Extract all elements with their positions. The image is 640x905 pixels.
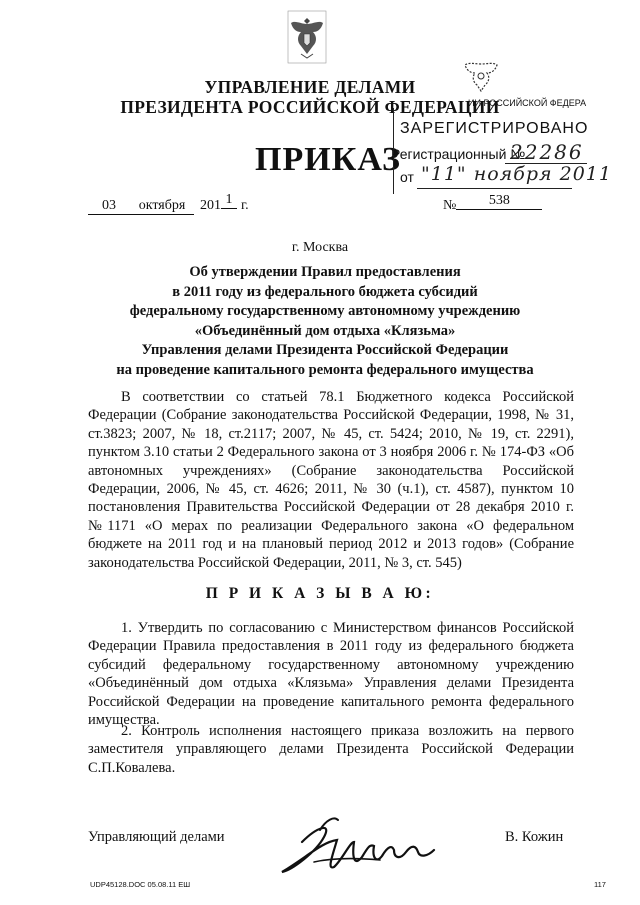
stamp-status: ЗАРЕГИСТРИРОВАНО [400, 120, 589, 137]
order-year-suffix: 1 [221, 192, 237, 209]
org-name-line1: УПРАВЛЕНИЕ ДЕЛАМИ [204, 77, 416, 97]
subject-line: федеральному государственному автономному учреждению [129, 303, 521, 319]
order-year-prefix: 201 [200, 198, 221, 213]
org-name-line2: ПРЕЗИДЕНТА РОССИЙСКОЙ ФЕДЕРАЦИИ [120, 97, 500, 117]
order-subject [88, 263, 562, 380]
order-year-unit: г. [241, 198, 249, 213]
stamp-date-prefix: от [400, 169, 414, 185]
signatory-position: Управляющий делами [88, 829, 225, 845]
stamp-reg-label: Регистрационный № [391, 146, 526, 162]
order-month: октября [130, 198, 194, 215]
stamp-date: "11" ноября 2011 [421, 163, 612, 185]
order-heading: П Р И К А З Ы В А Ю: [205, 585, 435, 602]
subject-line: Об утверждении Правил предоставления [189, 264, 461, 280]
order-day: 03 [88, 198, 130, 215]
order-item-1: 1. Утвердить по согласованию с Министерством финансов Российской Федерации Правила предоставления в 2011 году из федерального бюджета субсидий федеральному государственному автономному учреждению «Объединённый дом отдыха «Клязьма» Управления делами Президента Российской Федерации на проведение капитального ремонта федерального имущества. [88, 620, 574, 729]
order-number-value: 538 [456, 193, 542, 210]
order-number [443, 193, 542, 215]
preamble-paragraph: В соответствии со статьей 78.1 Бюджетного кодекса Российской Федерации (Собрание законодательства Российской Федерации, 1998, № 31, ст.3823; 2007, № 18, ст.2117; 2007, № 45, ст. 5424; 2010, № 19, ст. 2291), пунктом 3.10 статьи 2 Федерального закона от 3 ноября 2006 г. № 174-ФЗ «Об автономных учреждениях» (Собрание законодательства Российской Федерации, 2006, № 45, ст. 4626; 2011, № 30 (ч.1), ст. 4587), пунктом 10 постановления Правительства Российской Федерации от 28 декабря 2010 г. №1171 «О мерах по реализации Федерального закона «О федеральном бюджете на 2011 год и на плановый период 2012 и 2013 годов» (Собрание законодательства Российской Федерации, 2011, № 3, ст. 545) [88, 389, 574, 571]
order-item-2: 2. Контроль исполнения настоящего приказа возложить на первого заместителя управляющего делами Президента Российской Федерации С.П.Ковалева. [88, 723, 574, 776]
state-emblem-icon [287, 10, 327, 64]
handwritten-signature [262, 812, 482, 882]
stamp-reg-number: 22286 [510, 140, 584, 164]
order-number-label: № [443, 198, 457, 213]
subject-line: на проведение капитального ремонта федерального имущества [116, 361, 534, 378]
city: г. Москва [291, 240, 349, 255]
signatory-name: В. Кожин [505, 829, 564, 845]
subject-line: «Объединённый дом отдыха «Клязьма» [194, 322, 456, 339]
order-date [88, 192, 249, 215]
footer-code: 117 [594, 880, 606, 889]
footer-file-ref: UDP45128.DOC 05.08.11 ЕШ [90, 880, 191, 889]
document-type: ПРИКАЗ [255, 141, 401, 178]
stamp-org-name: ИИ РОССИЙСКОЙ ФЕДЕРА [468, 98, 587, 108]
subject-line: в 2011 году из федерального бюджета субсидий [172, 283, 478, 300]
subject-line: Управления делами Президента Российской Федерации [141, 342, 509, 358]
